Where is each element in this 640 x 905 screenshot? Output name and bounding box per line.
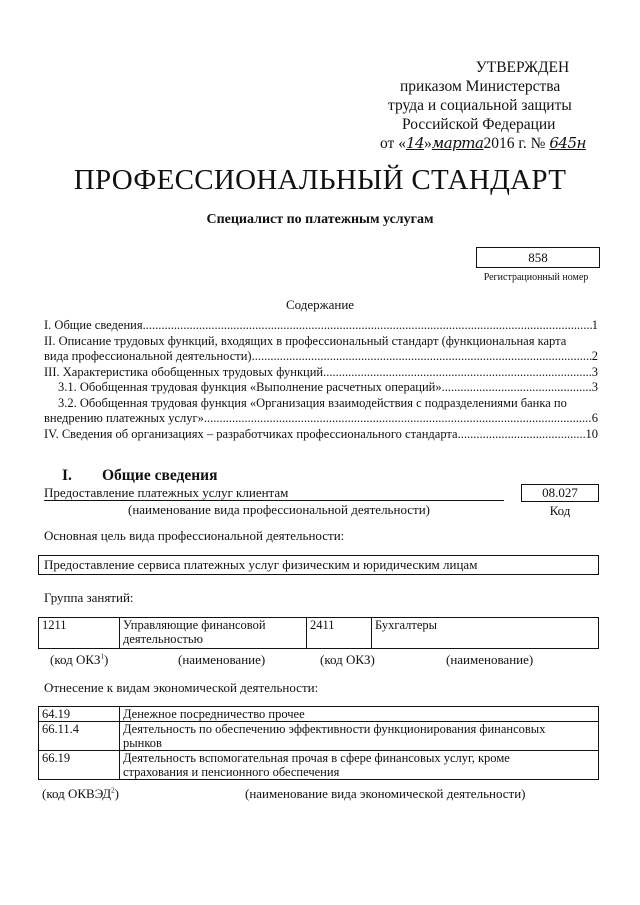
activity-underline bbox=[44, 500, 504, 501]
goal-text: Предоставление сервиса платежных услуг физическим и юридическим лицам bbox=[44, 557, 478, 572]
caption-text: ) bbox=[114, 786, 119, 801]
toc-item-text: I. Общие сведения bbox=[44, 318, 143, 332]
handwritten-month: марта bbox=[431, 134, 484, 152]
registration-number-box: 858 bbox=[476, 247, 600, 268]
section-heading bbox=[62, 467, 217, 485]
table-row bbox=[39, 618, 599, 649]
toc-item[interactable] bbox=[44, 427, 598, 443]
okz-code-cell: 1211 bbox=[39, 618, 120, 649]
toc-item[interactable] bbox=[44, 334, 598, 350]
toc-item[interactable] bbox=[44, 396, 598, 412]
table-row bbox=[39, 707, 599, 722]
handwritten-number: 645н bbox=[549, 134, 586, 152]
document-subtitle: Специалист по платежным услугам bbox=[206, 212, 434, 227]
toc-item[interactable] bbox=[44, 380, 598, 396]
section-title: Общие сведения bbox=[102, 467, 218, 484]
registration-number-label: Регистрационный номер bbox=[483, 272, 589, 283]
toc-item-page: 10 bbox=[585, 426, 598, 441]
table-row bbox=[39, 722, 599, 751]
date-prefix: от « bbox=[380, 135, 406, 152]
caption-text: (код ОКЗ bbox=[50, 652, 101, 667]
approval-block bbox=[380, 58, 605, 153]
okz-name-line: деятельностью bbox=[123, 632, 203, 646]
okz-name-caption: (наименование) bbox=[178, 652, 266, 667]
table-of-contents bbox=[44, 318, 598, 442]
toc-item-text: III. Характеристика обобщенных трудовых функций bbox=[44, 364, 324, 379]
okved-code-cell: 66.19 bbox=[39, 751, 120, 780]
okved-code-cell: 64.19 bbox=[39, 707, 120, 722]
caption-text: ) bbox=[104, 652, 109, 667]
approval-line-2: приказом Министерства bbox=[400, 78, 561, 95]
toc-item-text: II. Описание трудовых функций, входящих в профессиональный стандарт (функциональная карта bbox=[44, 333, 567, 348]
okz-name-cell bbox=[120, 618, 307, 649]
caption-text: (код ОКВЭД bbox=[42, 786, 112, 801]
section-number: I. bbox=[62, 467, 72, 484]
table-row bbox=[39, 751, 599, 780]
handwritten-day: 14 bbox=[405, 134, 425, 152]
okz-code-caption bbox=[50, 652, 108, 668]
toc-item-text: 3.1. Обобщенная трудовая функция «Выполнение расчетных операций» bbox=[58, 380, 442, 394]
toc-item-page: 1 bbox=[591, 318, 598, 332]
toc-title: Содержание bbox=[285, 297, 355, 312]
okz-name-cell: Бухгалтеры bbox=[372, 618, 599, 649]
toc-item-text: вида профессиональной деятельности) bbox=[44, 349, 252, 363]
toc-item-page: 6 bbox=[591, 411, 598, 425]
okz-name-line: Управляющие финансовой bbox=[123, 618, 266, 632]
toc-item[interactable] bbox=[44, 365, 598, 381]
okved-table bbox=[38, 706, 599, 780]
date-suffix: 2016 г. № bbox=[483, 135, 546, 152]
okved-name-cell: Денежное посредничество прочее bbox=[120, 707, 599, 722]
okved-name-line: страхования и пенсионного обеспечения bbox=[123, 765, 340, 779]
toc-item-page: 3 bbox=[591, 364, 598, 379]
approval-date-line: от «14»марта2016 г. № 645н bbox=[380, 134, 586, 152]
okved-name-line: рынков bbox=[123, 736, 162, 750]
approval-title: УТВЕРЖДЕН bbox=[475, 59, 570, 76]
footnote-ref[interactable]: 1 bbox=[100, 652, 105, 661]
occupation-group-table bbox=[38, 617, 599, 649]
okz-name-caption: (наименование) bbox=[446, 652, 534, 667]
toc-item-page: 2 bbox=[591, 349, 598, 363]
okved-name-caption: (наименование вида экономической деятельности) bbox=[245, 786, 526, 801]
toc-item-page: 3 bbox=[591, 380, 598, 394]
document-title: ПРОФЕССИОНАЛЬНЫЙ СТАНДАРТ bbox=[73, 164, 567, 196]
goal-label: Основная цель вида профессиональной деятельности: bbox=[44, 528, 345, 543]
okz-code-cell: 2411 bbox=[307, 618, 372, 649]
approval-line-3: труда и социальной защиты bbox=[388, 97, 572, 114]
okz-code-caption: (код ОКЗ) bbox=[320, 652, 375, 667]
toc-item-continuation[interactable] bbox=[44, 411, 598, 427]
activity-caption: (наименование вида профессиональной деятельности) bbox=[128, 502, 431, 517]
code-caption: Код bbox=[549, 503, 571, 518]
okved-name-cell bbox=[120, 751, 599, 780]
activity-name: Предоставление платежных услуг клиентам bbox=[44, 485, 289, 500]
toc-item-continuation[interactable] bbox=[44, 349, 598, 365]
toc-item[interactable] bbox=[44, 318, 598, 334]
okved-label: Отнесение к видам экономической деятельности: bbox=[44, 680, 319, 695]
okved-name-line: Деятельность вспомогательная прочая в сфере финансовых услуг, кроме bbox=[123, 751, 510, 765]
okved-code-cell: 66.11.4 bbox=[39, 722, 120, 751]
okved-code-caption bbox=[42, 786, 119, 802]
okved-name-cell bbox=[120, 722, 599, 751]
approval-line-4: Российской Федерации bbox=[402, 116, 556, 133]
group-label: Группа занятий: bbox=[44, 590, 134, 605]
footnote-ref[interactable]: 2 bbox=[111, 786, 115, 795]
toc-item-text: 3.2. Обобщенная трудовая функция «Организация взаимодействия с подразделениями банка по bbox=[58, 395, 567, 410]
okved-name-line: Деятельность по обеспечению эффективности функционирования финансовых bbox=[123, 722, 546, 736]
toc-item-text: IV. Сведения об организациях – разработчиках профессионального стандарта bbox=[44, 426, 458, 441]
activity-code: 08.027 bbox=[542, 485, 578, 500]
toc-item-text: внедрению платежных услуг» bbox=[44, 411, 204, 425]
